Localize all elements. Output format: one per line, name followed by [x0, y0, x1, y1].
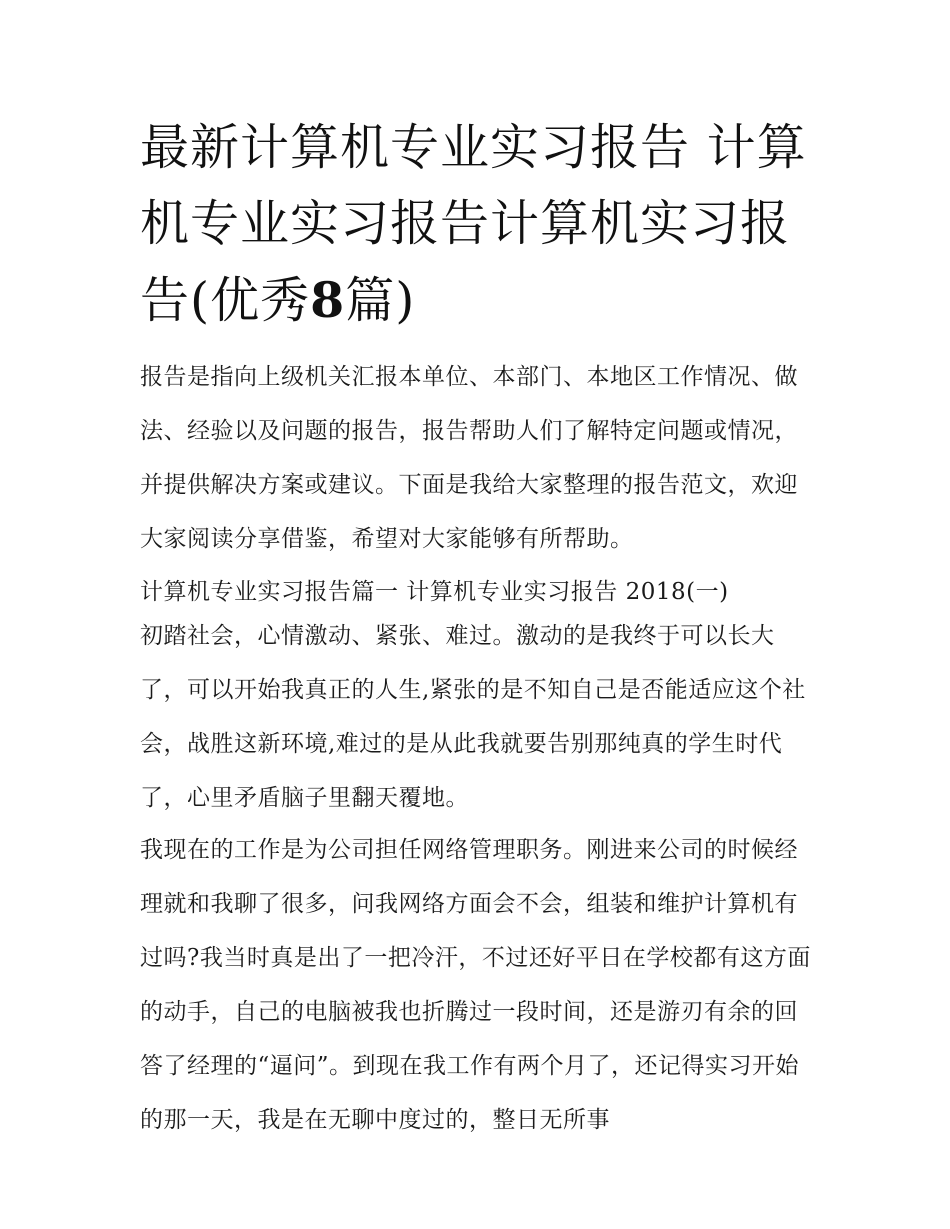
document-title [140, 110, 820, 339]
title-suffix: 篇) [345, 272, 416, 329]
section-heading: 计算机专业实习报告篇一 计算机专业实习报告 2018(一) [140, 579, 729, 605]
body-paragraph-1: 初踏社会，心情激动、紧张、难过。激动的是我终于可以长大了，可以开始我真正的人生,紧张的是不知自己是否能适应这个社会，战胜这新环境,难过的是从此我就要告别那纯真的学生时代了，心里矛盾脑子里翻天覆地。 [140, 623, 806, 811]
title-text: 最新计算机专业实习报告 计算机专业实习报告计算机实习报告(优秀 [140, 119, 807, 329]
document-content [140, 110, 820, 1147]
intro-paragraph: 报告是指向上级机关汇报本单位、本部门、本地区工作情况、做法、经验以及问题的报告，报告帮助人们了解特定问题或情况，并提供解决方案或建议。下面是我给大家整理的报告范文，欢迎大家阅读分享借鉴，希望对大家能够有所帮助。 [140, 364, 798, 552]
title-number: 8 [310, 271, 346, 329]
body-paragraph-2: 我现在的工作是为公司担任网络管理职务。刚进来公司的时候经理就和我聊了很多，问我网络方面会不会，组装和维护计算机有过吗?我当时真是出了一把冷汗，不过还好平日在学校都有这方面的动手，自己的电脑被我也折腾过一段时间，还是游刃有余的回答了经理的“逼问”。到现在我工作有两个月了，还记得实习开始的那一天，我是在无聊中度过的，整日无所事 [140, 837, 811, 1133]
